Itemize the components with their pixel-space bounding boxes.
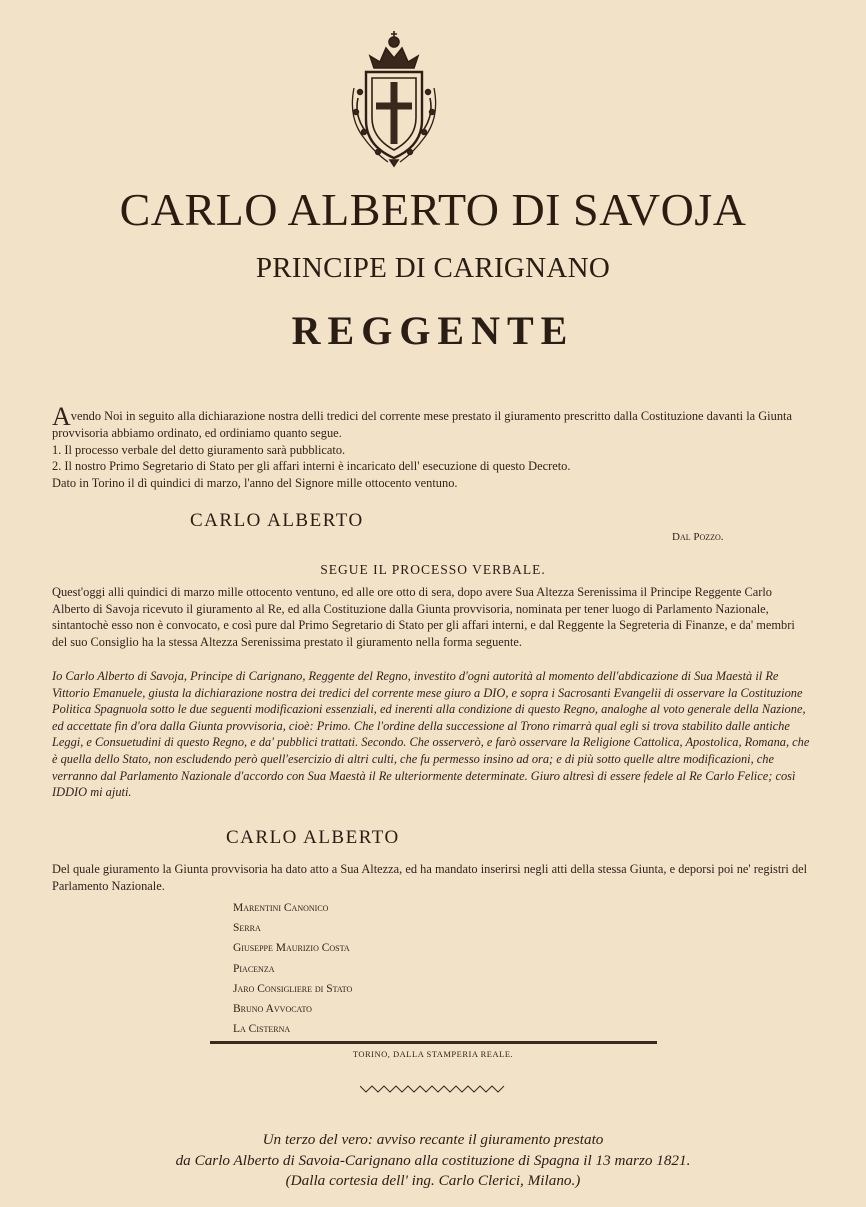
decree-dated: Dato in Torino il dì quindici di marzo, l'anno del Signore mille ottocento ventuno.: [52, 475, 458, 490]
divider-rule: [210, 1041, 657, 1044]
signatory: Piacenza: [233, 962, 275, 975]
verbale-text: Quest'oggi alli quindici di marzo mille ottocento ventuno, ed alle ore otto di sera, dopo avere Sua Altezza Serenissima il Principe Reggente Carlo Alberto di Savoja ricevuto il giuramento al Re, ed alla Costituzione dalla Giunta provvisoria, nominata per tener luogo di Parlamento Nazionale, sintantochè esso non è convocato, e così pure dal Primo Segretario di Stato per gli affari interni, e dal Reggente la Segreteria di Finanze, e da' membri del suo Consiglio ha la stessa Altezza Serenissima prestato il giuramento nella forma seguente.: [52, 585, 795, 649]
zigzag-ornament: [360, 1082, 506, 1094]
signatory: Marentini Canonico: [233, 902, 329, 914]
decree-body: [52, 402, 812, 491]
signatory: Bruno Avvocato: [233, 1003, 312, 1016]
signatories-list: [233, 898, 352, 1039]
countersignature: Dal Pozzo.: [672, 531, 724, 543]
printer-line: TORINO, DALLA STAMPERIA REALE.: [352, 1049, 514, 1059]
decree-item-2: 2. Il nostro Primo Segretario di Stato per gli affari interni è incaricato dell' esecuzione di questo Decreto.: [52, 459, 571, 474]
oath-text: Io Carlo Alberto di Savoja, Principe di Carignano, Reggente del Regno, investito d'ogni autorità al momento dell'abdicazione di Sua Maestà il Re Vittorio Emanuele, giusta la dichiarazione nostra dei tredici del corrente mese giuro a DIO, e sopra i Sacrosanti Evangelii di osservare la Costituzione Politica Spagnuola sotto le due seguenti modificazioni essenziali, ed inerenti alla condizione di questo Regno, analoghe al voto generale della Nazione, ed accettate fin d'ora dalla Giunta provvisoria, cioè: Primo. Che l'ordine della successione al Trono rimarrà qual egli si trova stabilito dalle antiche Leggi, e Consuetudini di questo Regno, e da' pubblici trattati. Secondo. Che osserverò, e farò osservare la Religione Cattolica, Apostolica, Romana, che è quella dello Stato, non escludendo però quell'esercizio di altri culti, che fu permesso insino ad ora; e di più sotto quelle altre modificazioni, che verranno dal Parlamento Nazionale d'accordo con Sua Maestà il Re ulteriormente determinate. Giuro altresì di essere fedele al Re Carlo Felice; così IDDIO mi ajuti.: [52, 669, 810, 800]
decree-intro: [52, 402, 812, 442]
signatory: Jaro Consigliere di Stato: [233, 982, 353, 995]
oath-signature: CARLO ALBERTO: [226, 827, 400, 848]
caption-line-1: Un terzo del vero: avviso recante il giuramento prestato: [262, 1131, 604, 1148]
decree-intro-text: vendo Noi in seguito alla dichiarazione nostra delli tredici del corrente mese prestato il giuramento prescritto dalla Costituzione davanti la Giunta provvisoria abbiamo ordinato, ed ordiniamo quanto segue.: [52, 409, 792, 440]
decree-item-1: 1. Il processo verbale del detto giuramento sarà pubblicato.: [52, 442, 346, 457]
drop-cap: A: [52, 402, 71, 431]
signatory: La Cisterna: [233, 1023, 291, 1036]
signatory: Giuseppe Maurizio Costa: [233, 942, 350, 955]
regent-heading: REGGENTE: [291, 308, 575, 353]
caption-line-2: da Carlo Alberto di Savoia-Carignano alla costituzione di Spagna il 13 marzo 1821.: [175, 1152, 691, 1169]
subtitle: PRINCIPE DI CARIGNANO: [255, 252, 611, 284]
final-statement: Del quale giuramento la Giunta provvisoria ha dato atto a Sua Altezza, ed ha mandato inserirsi negli atti della stessa Giunta, e deporsi poi ne' registri del Parlamento Nazionale.: [52, 862, 808, 893]
verbale-heading: SEGUE IL PROCESSO VERBALE.: [320, 562, 546, 577]
caption-line-3: (Dalla cortesia dell' ing. Carlo Clerici, Milano.): [285, 1172, 581, 1189]
title: CARLO ALBERTO DI SAVOJA: [119, 184, 747, 235]
signatory: Serra: [233, 922, 261, 935]
decree-signature: CARLO ALBERTO: [190, 510, 364, 531]
savoy-crest-emblem: [344, 28, 444, 168]
